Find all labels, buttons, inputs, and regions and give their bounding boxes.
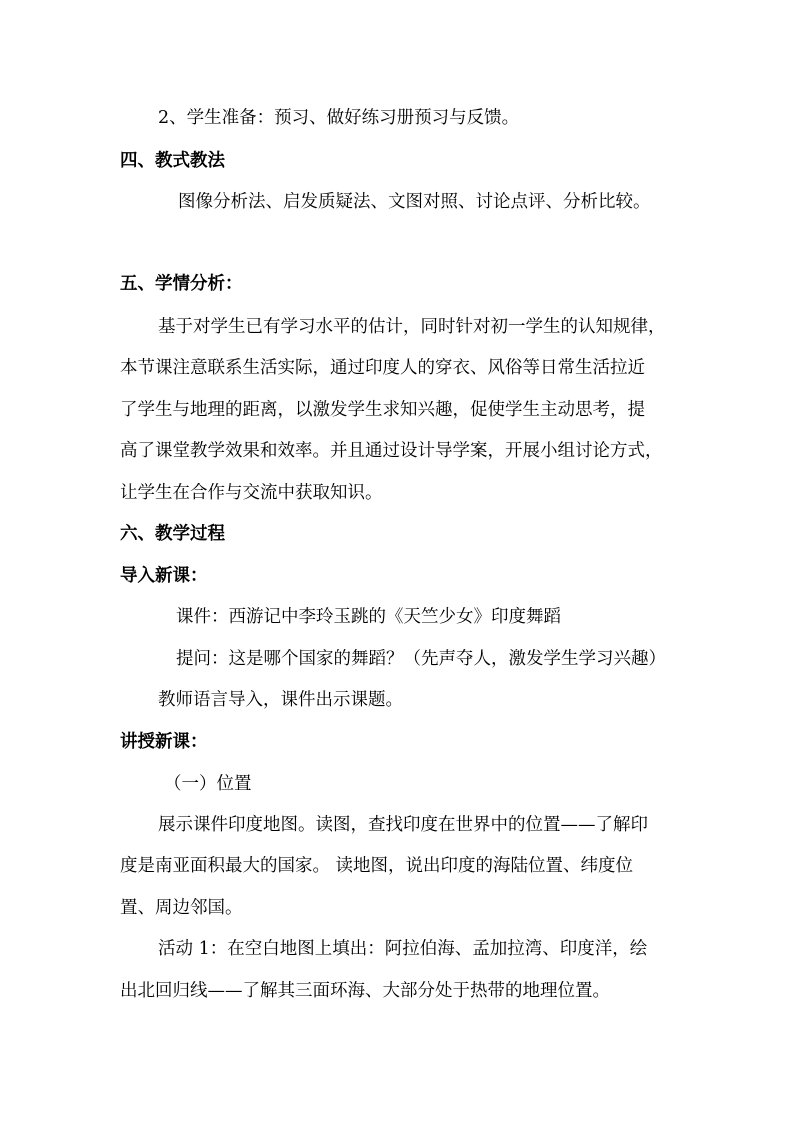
location-subheading: （一）位置 xyxy=(164,774,252,794)
new-lesson-heading: 讲授新课： xyxy=(120,732,208,752)
section-5-line: 高了课堂教学效果和效率。并且通过设计导学案，开展小组讨论方式， xyxy=(120,441,663,461)
section-5-heading: 五、学情分析： xyxy=(120,274,243,294)
section-5-line: 本节课注意联系生活实际，通过印度人的穿衣、风俗等日常生活拉近 xyxy=(120,358,645,378)
section-4-content: 图像分析法、启发质疑法、文图对照、讨论点评、分析比较。 xyxy=(178,192,651,212)
section-5-line: 了学生与地理的距离，以激发学生求知兴趣，促使学生主动思考，提 xyxy=(120,400,645,420)
intro-teacher: 教师语言导入，课件出示课题。 xyxy=(158,690,403,710)
activity-1-line: 出北回归线——了解其三面环海、大部分处于热带的地理位置。 xyxy=(120,981,610,1001)
location-para-line: 置、周边邻国。 xyxy=(120,898,243,918)
location-para-line: 度是南亚面积最大的国家。 读地图，说出印度的海陆位置、纬度位 xyxy=(120,856,634,876)
location-para-line: 展示课件印度地图。读图，查找印度在世界中的位置——了解印 xyxy=(158,815,648,835)
section-6-heading: 六、教学过程 xyxy=(120,524,225,544)
section-5-line: 基于对学生已有学习水平的估计，同时针对初一学生的认知规律， xyxy=(158,317,666,337)
activity-1-line: 活动 1：在空白地图上填出：阿拉伯海、孟加拉湾、印度洋，绘 xyxy=(158,939,648,959)
intro-heading: 导入新课： xyxy=(120,566,208,586)
intro-courseware: 课件：西游记中李玲玉跳的《天竺少女》印度舞蹈 xyxy=(176,607,561,627)
section-4-heading: 四、教式教法 xyxy=(120,151,225,171)
prep-item-2: 2、学生准备：预习、做好练习册预习与反馈。 xyxy=(158,108,520,128)
intro-question: 提问：这是哪个国家的舞蹈？（先声夺人，激发学生学习兴趣） xyxy=(176,649,666,669)
section-5-line: 让学生在合作与交流中获取知识。 xyxy=(120,483,383,503)
